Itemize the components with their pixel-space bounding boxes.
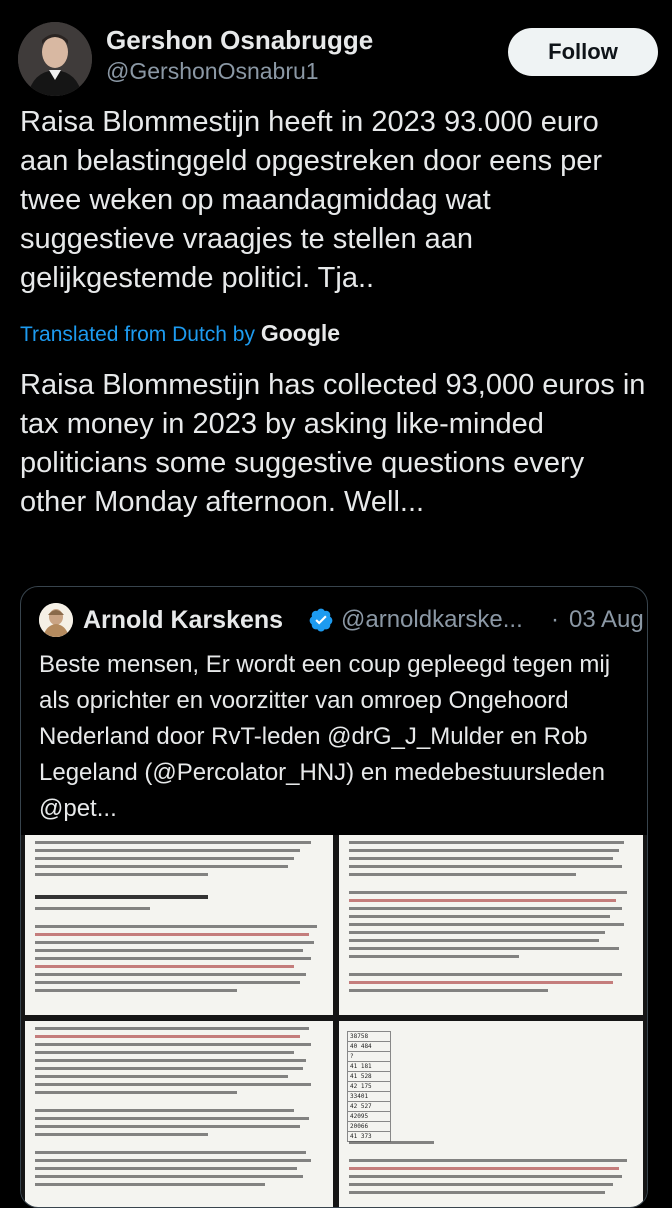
document-text-line	[349, 955, 519, 958]
document-text-line	[35, 1027, 309, 1030]
document-text-line	[35, 1099, 323, 1109]
tweet-original-text: Raisa Blommestijn heeft in 2023 93.000 euro aan belastinggeld opgestreken door eens per twee weken op maandagmiddag wat suggestieve vraagjes te stellen aan gelijkgestemde politici. Tja..	[20, 106, 603, 294]
number-table-row: ?	[347, 1052, 391, 1062]
document-text-line	[349, 973, 622, 976]
document-text-line	[349, 881, 633, 891]
quoted-tweet-media[interactable]	[21, 835, 647, 1207]
document-text-line	[349, 1191, 605, 1194]
document-text-line	[349, 865, 622, 868]
document-text-line	[35, 849, 300, 852]
document-text-line	[35, 1067, 303, 1070]
document-text-line	[35, 989, 237, 992]
document-text-line	[349, 899, 616, 902]
document-text-line	[349, 907, 622, 910]
document-text-line	[349, 963, 633, 973]
tweet-translation-text: Raisa Blommestijn has collected 93,000 euros in tax money in 2023 by asking like-minded politicians some suggestive questions every other Monday afternoon. Well...	[20, 369, 646, 518]
document-page-2[interactable]	[339, 835, 643, 1015]
document-text-line	[349, 1149, 633, 1159]
author-avatar[interactable]	[18, 22, 92, 96]
document-text-line	[349, 947, 619, 950]
number-table-row: 41 373	[347, 1132, 391, 1142]
document-text-line	[35, 965, 294, 968]
document-text-line	[35, 1059, 306, 1062]
document-text-line	[35, 1083, 311, 1086]
number-table-row: 33401	[347, 1092, 391, 1102]
document-text-line	[35, 941, 314, 944]
translated-label: Translated from Dutch by	[20, 323, 255, 346]
follow-button[interactable]: Follow	[508, 28, 658, 76]
document-text-line	[349, 1141, 434, 1144]
tweet-header	[18, 22, 658, 96]
document-text-line	[349, 857, 613, 860]
number-table	[347, 1031, 391, 1142]
document-text-line	[35, 895, 208, 899]
document-text-line	[35, 1141, 323, 1151]
translation-attribution[interactable]	[20, 317, 650, 349]
document-text-line	[35, 1117, 309, 1120]
number-table-row: 41 528	[347, 1072, 391, 1082]
quoted-tweet-header	[39, 603, 644, 639]
document-text-line	[35, 949, 303, 952]
number-table-row: 42095	[347, 1112, 391, 1122]
document-text-line	[35, 1125, 300, 1128]
number-table-row: 41 181	[347, 1062, 391, 1072]
document-text-line	[349, 939, 599, 942]
quoted-tweet-date[interactable]: 03 Aug	[569, 606, 644, 633]
author-display-name[interactable]: Gershon Osnabrugge	[106, 25, 374, 55]
number-table-row: 42 527	[347, 1102, 391, 1112]
quoted-author-handle[interactable]: @arnoldkarske...	[341, 606, 523, 633]
document-text-line	[349, 981, 613, 984]
document-text-line	[349, 891, 627, 894]
document-text-line	[35, 981, 300, 984]
document-text-line	[35, 915, 323, 925]
document-text-line	[35, 1091, 237, 1094]
document-text-line	[35, 1159, 311, 1162]
quoted-author-name[interactable]: Arnold Karskens	[83, 606, 284, 634]
document-text-line	[349, 923, 624, 926]
quoted-tweet[interactable]	[20, 586, 648, 1208]
number-table-row: 40 484	[347, 1042, 391, 1052]
document-text-line	[349, 915, 610, 918]
number-table-row: 42 175	[347, 1082, 391, 1092]
document-text-line	[35, 957, 311, 960]
document-text-line	[35, 1075, 288, 1078]
quoted-author-avatar[interactable]	[39, 603, 73, 637]
quoted-tweet-text: Beste mensen, Er wordt een coup gepleegd tegen mij als oprichter en voorzitter van omroep Ongehoord Nederland door RvT-leden @drG_J_Mulder en Rob Legeland (@Percolator_HNJ) en medebestuursleden @pet...	[39, 651, 611, 822]
document-text-line	[349, 849, 619, 852]
document-text-line	[349, 1159, 627, 1162]
document-text-line	[349, 931, 605, 934]
document-text-line	[35, 973, 306, 976]
document-page-3[interactable]	[25, 1021, 333, 1207]
verified-badge-icon	[308, 607, 334, 633]
document-text-line	[35, 857, 294, 860]
google-logo: Google	[260, 320, 341, 346]
document-text-line	[35, 1133, 208, 1136]
document-text-line	[35, 907, 150, 910]
document-text-line	[35, 933, 309, 936]
document-text-line	[349, 989, 548, 992]
document-text-line	[35, 1051, 294, 1054]
number-table-row: 38758	[347, 1031, 391, 1042]
author-names	[106, 24, 373, 86]
document-text-line	[35, 881, 323, 891]
number-table-row: 20066	[347, 1122, 391, 1132]
document-text-line	[35, 1175, 303, 1178]
document-text-line	[35, 1109, 294, 1112]
document-page-4[interactable]	[339, 1021, 643, 1207]
document-page-1[interactable]	[25, 835, 333, 1015]
document-text-line	[35, 841, 311, 844]
document-text-line	[349, 841, 624, 844]
document-text-line	[349, 1167, 619, 1170]
document-text-line	[35, 865, 288, 868]
document-text-line	[349, 1183, 613, 1186]
document-text-line	[35, 1151, 306, 1154]
document-text-line	[35, 1183, 265, 1186]
separator-dot: ·	[551, 606, 559, 633]
document-text-line	[35, 1043, 311, 1046]
author-handle[interactable]: @GershonOsnabru1	[106, 58, 319, 84]
document-text-line	[35, 925, 317, 928]
document-text-line	[35, 1167, 297, 1170]
document-text-line	[35, 873, 208, 876]
document-text-line	[349, 873, 576, 876]
document-text-line	[35, 1035, 300, 1038]
document-text-line	[349, 1175, 622, 1178]
